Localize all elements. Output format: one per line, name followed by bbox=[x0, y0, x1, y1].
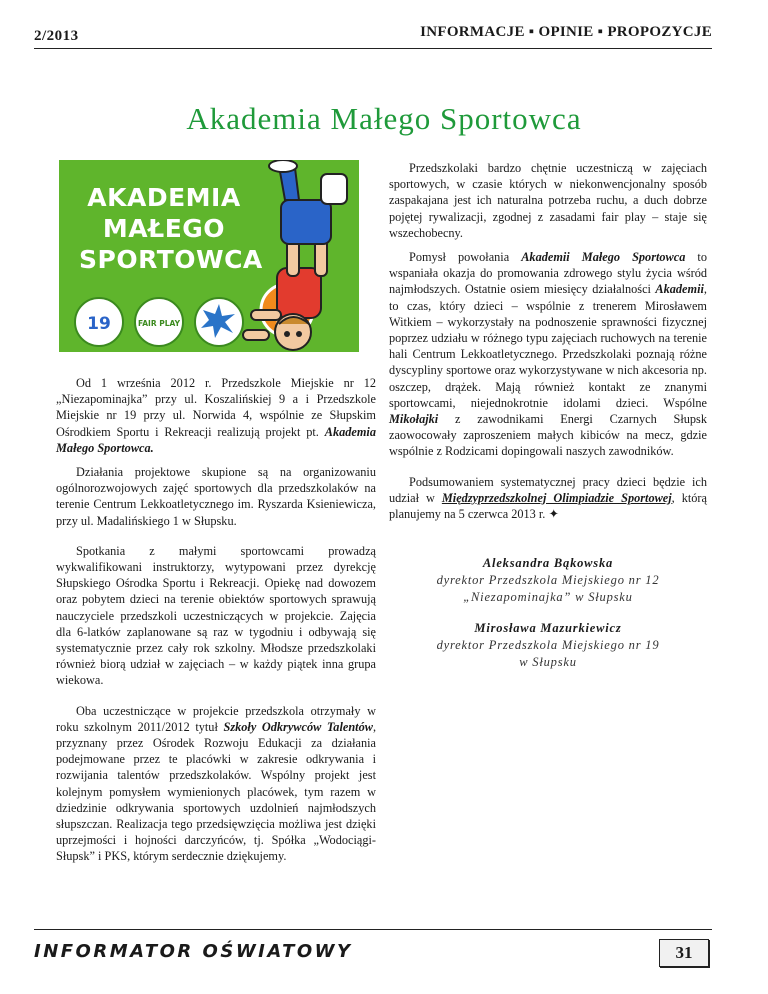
author-role: dyrektor Przedszkola Miejskiego nr 12 bbox=[436, 573, 660, 587]
signature-block bbox=[389, 620, 707, 671]
article-title: Akademia Małego Sportowca bbox=[186, 100, 582, 136]
paragraph: Spotkania z małymi sportowcami prowadzą wykwalifikowani instruktorzy, wytypowani przez dyrekcję Słupskiego Ośrodka Sportu i Rekreacji. Opiekę nad dowozem oraz pobytem dzieci na terenie obiektów sportowych sprawują nauczyciele przedszkoli uczestniczących w projekcie. Zajęcia dla 6-latków zaplanowane są raz w tygodniu i odbywają się systematycznie przez cały rok szkolny. Młodsze przedszkolaki również biorą udział w zajęciach – w każdy piątek inna grupa wiekowa. bbox=[56, 543, 376, 688]
publication-name: INFORMATOR OŚWIATOWY bbox=[34, 941, 353, 962]
paragraph: Oba uczestniczące w projekcie przedszkola otrzymały w roku szkolnym 2011/2012 tytuł Szkoły Odkrywców Talentów, przyznany przez Ośrodek Rozwoju Edukacji za działania podejmowane przez te placówki w zakresie odkrywania i rozwijania talentów przedszkolaków. Wspólny projekt jest kolejnym pomysłem wymienionych placówek, tym razem w dziedzinie odkrywania sportowych uzdolnień najmłodszych słupszczan. Realizacja tego przedsięwzięcia możliwa jest dzięki uprzejmości i hojności darczyńców, tj. Spółka „Wodociągi-Słupsk” i PKS, którym serdecznie dziękujemy. bbox=[56, 703, 377, 864]
paragraph: Pomysł powołania Akademii Małego Sportowca to wspaniała okazja do promowania zdrowego stylu życia wśród najmłodszych. Ostatnie osiem miesięcy działalności Akademii, to czas, który dzieci – wspólnie z trenerem Mirosławem Witkiem – wykorzystały na podnoszenie sprawności fizycznej poprzez udziału w różnego typu zajęciach ruchowych na terenie hali Centrum Lekkoatletycznego. Przedszkolaki poznają różne dyscypliny sportowe oraz wykorzystywane w nich akcesoria np. oszczep, drążek. Mają również kontakt ze znanymi sportowcami, niejednokrotnie idolami dzieci. Wspólne Mikołajki z zawodnikami Energi Czarnych Słupsk zaowocowały zaproszeniem małych kibiców na mecz, gdzie wspólnie z Rodzicami dopingowali naszych zawodników. bbox=[389, 250, 707, 459]
page-number: 31 bbox=[659, 939, 709, 967]
poster-line-1: AKADEMIA bbox=[87, 183, 241, 212]
paragraph: Przedszkolaki bardzo chętnie uczestniczą w zajęciach sportowych, w czasie których w niekonwencjonalny sposób zaspakajana jest ich naturalna potrzeba ruchu, a duch dobrze pojętej rywalizacji, zgodnej z zasadami fair play – staje się wszechobecny. bbox=[389, 161, 707, 240]
author-role: dyrektor Przedszkola Miejskiego nr 19 bbox=[436, 638, 660, 652]
poster-line-3: SPORTOWCA bbox=[79, 245, 263, 274]
paragraph: Od 1 września 2012 r. Przedszkole Miejskie nr 12 „Niezapominajka” przy ul. Koszalińskiej 9 a i Przedszkole Miejskie nr 19 przy ul. Norwida 4, wspólnie ze Słupskim Ośrodkiem Sportu i Rekreacji realizują projekt pt. Akademia Małego Sportowca. bbox=[56, 376, 376, 455]
poster-title bbox=[79, 182, 263, 275]
right-column bbox=[389, 160, 707, 530]
paragraph: Podsumowaniem systematycznej pracy dzieci będzie ich udział w Międzyprzedszkolnej Olimpiadzie Sportowej, którą planujemy na 5 czerwca 2013 r. ✦ bbox=[389, 474, 707, 522]
badge-19-label: 19 bbox=[87, 314, 111, 334]
poster-line-2: MAŁEGO bbox=[102, 214, 226, 243]
signature-block bbox=[389, 555, 707, 606]
author-role: „Niezapominajka” w Słupsku bbox=[463, 590, 633, 604]
section-header: INFORMACJE ▪ OPINIE ▪ PROPOZYCJE bbox=[420, 24, 712, 40]
author-name: Mirosława Mazurkiewicz bbox=[474, 621, 622, 635]
left-column bbox=[56, 375, 376, 873]
header-rule bbox=[34, 48, 712, 49]
fair-play-label: FAIR PLAY bbox=[137, 319, 181, 328]
poster-image bbox=[59, 160, 359, 352]
author-role: w Słupsku bbox=[519, 655, 577, 669]
author-name: Aleksandra Bąkowska bbox=[482, 556, 614, 570]
issue-number: 2/2013 bbox=[34, 28, 79, 44]
footer-rule bbox=[34, 929, 712, 930]
poster-logos bbox=[59, 290, 359, 352]
paragraph: Działania projektowe skupione są na organizowaniu ogólnorozwojowych zajęć sportowych dla przedszkolaków na terenie Centrum Lekkoatletycznego im. Ryszarda Ksieniewicza, przy ul. Madalińskiego 1 w Słupsku. bbox=[56, 465, 376, 528]
